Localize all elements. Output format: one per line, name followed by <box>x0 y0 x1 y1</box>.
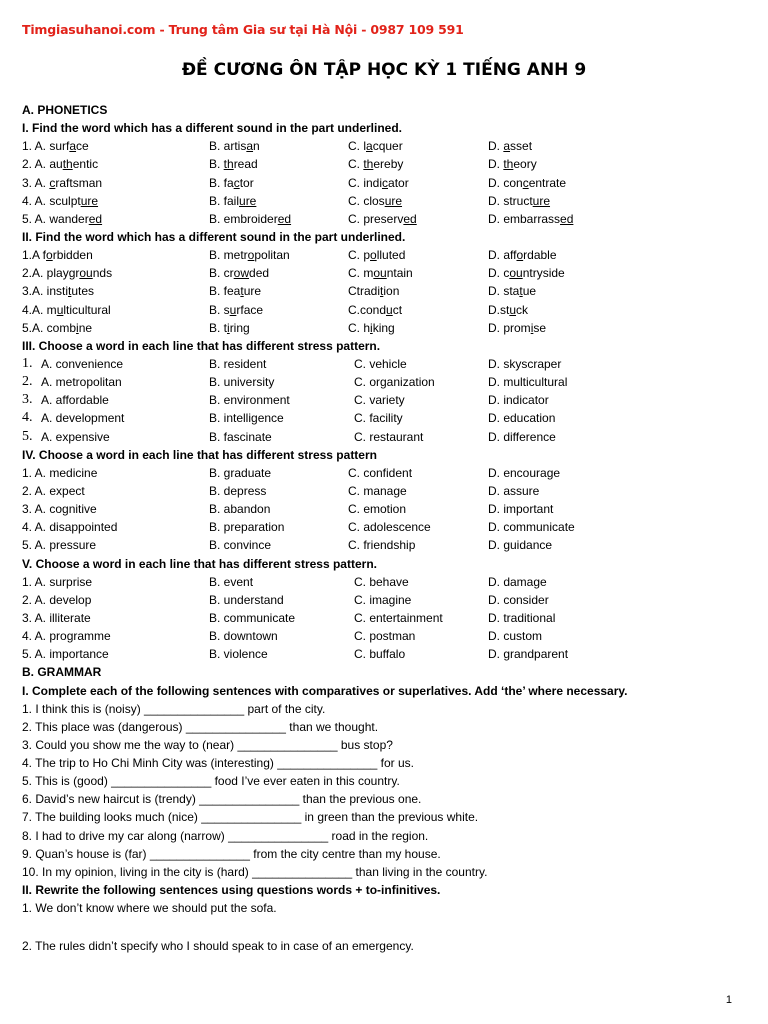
exercise-row <box>22 464 752 482</box>
exercise-sentence: 5. This is (good) _______________ food I’ve ever eaten in this country. <box>22 774 400 789</box>
page-title: ĐỀ CƯƠNG ÔN TẬP HỌC KỲ 1 TIẾNG ANH 9 <box>181 60 587 80</box>
answer-option: 2. A. expect <box>22 483 85 498</box>
answer-option: B. university <box>209 375 275 390</box>
exercise-row <box>22 409 752 427</box>
answer-option: B. abandon <box>209 502 271 517</box>
exercise-sentence: 10. In my opinion, living in the city is (hard) _______________ than living in the country. <box>22 864 488 879</box>
answer-option: 5.A. combine <box>22 320 93 335</box>
answer-option: C. facility <box>354 411 403 426</box>
answer-option: B. crowded <box>209 266 270 281</box>
answer-option: 5. A. wandered <box>22 211 103 226</box>
answer-option: D. education <box>488 411 556 426</box>
section-heading: II. Find the word which has a different sound in the part underlined. <box>22 229 406 244</box>
exercise-row <box>22 518 752 536</box>
exercise-row <box>22 645 752 663</box>
exercise-row <box>22 264 752 282</box>
item-number: 5. <box>22 428 33 444</box>
section-heading: I. Complete each of the following sentences with comparatives or superlatives. Add ‘the’ where necessary. <box>22 683 628 698</box>
answer-option: 5. A. pressure <box>22 538 97 553</box>
exercise-row <box>22 210 752 228</box>
answer-option: C. entertainment <box>354 610 443 625</box>
answer-option: C. variety <box>354 393 405 408</box>
answer-option: B. thread <box>209 157 258 172</box>
answer-option: 2. A. authentic <box>22 157 99 172</box>
answer-option: C. adolescence <box>348 520 431 535</box>
exercise-sentence: 1. We don’t know where we should put the sofa. <box>22 901 277 916</box>
answer-option: B. embroidered <box>209 211 292 226</box>
exercise-row <box>22 627 752 645</box>
answer-option: 1. A. surprise <box>22 574 93 589</box>
answer-option: C. postman <box>354 629 416 644</box>
answer-option: D. structure <box>488 193 551 208</box>
answer-option: C. lacquer <box>348 139 403 154</box>
answer-option: 3. A. craftsman <box>22 175 103 190</box>
answer-option: D. affordable <box>488 248 557 263</box>
answer-option: D. custom <box>488 629 543 644</box>
answer-option: A. expensive <box>41 429 110 444</box>
exercise-row <box>22 609 752 627</box>
answer-option: B. factor <box>209 175 254 190</box>
answer-option: D. encourage <box>488 465 561 480</box>
exercise-row <box>22 428 752 446</box>
answer-option: D. difference <box>488 429 556 444</box>
answer-option: B. communicate <box>209 610 296 625</box>
answer-option: D. important <box>488 502 554 517</box>
item-number: 3. <box>22 392 33 408</box>
answer-option: B. resident <box>209 356 267 371</box>
answer-option: B. downtown <box>209 629 278 644</box>
answer-option: B. artisan <box>209 139 260 154</box>
exercise-row <box>22 246 752 264</box>
answer-option: 3. A. cognitive <box>22 502 97 517</box>
exercise-row <box>22 301 752 319</box>
answer-option: B. violence <box>209 647 268 662</box>
answer-option: D. consider <box>488 592 549 607</box>
answer-option: C.conduct <box>348 302 403 317</box>
answer-option: C. imagine <box>354 592 412 607</box>
answer-option: 1. A. surface <box>22 139 89 154</box>
page-number: 1 <box>725 994 732 1006</box>
exercise-row <box>22 192 752 210</box>
answer-option: C. closure <box>348 193 403 208</box>
exercise-row <box>22 137 752 155</box>
answer-option: D. statue <box>488 284 537 299</box>
answer-option: C. indicator <box>348 175 409 190</box>
exercise-row <box>22 391 752 409</box>
answer-option: D. promise <box>488 320 547 335</box>
answer-option: B. convince <box>209 538 272 553</box>
answer-option: D. indicator <box>488 393 549 408</box>
item-number: 2. <box>22 374 33 390</box>
exercise-row <box>22 155 752 173</box>
answer-option: D. concentrate <box>488 175 567 190</box>
exercise-sentence: 4. The trip to Ho Chi Minh City was (interesting) _______________ for us. <box>22 756 414 771</box>
answer-option: 3. A. illiterate <box>22 610 91 625</box>
answer-option: B. environment <box>209 393 290 408</box>
item-number: 1. <box>22 355 33 371</box>
answer-option: C. behave <box>354 574 409 589</box>
answer-option: A. metropolitan <box>41 375 122 390</box>
answer-option: D. communicate <box>488 520 575 535</box>
exercise-sentence: 2. This place was (dangerous) _______________ than we thought. <box>22 719 379 734</box>
answer-option: C. emotion <box>348 502 407 517</box>
site-header: Timgiasuhanoi.com - Trung tâm Gia sư tại Hà Nội - 0987 109 591 <box>22 22 464 37</box>
answer-option: 5. A. importance <box>22 647 109 662</box>
answer-option: 4. A. disappointed <box>22 520 118 535</box>
section-heading: A. PHONETICS <box>22 103 108 117</box>
exercise-sentence: 8. I had to drive my car along (narrow) _______________ road in the region. <box>22 828 429 843</box>
answer-option: B. failure <box>209 193 257 208</box>
answer-option: B. graduate <box>209 465 272 480</box>
answer-option: B. metropolitan <box>209 248 290 263</box>
section-heading: B. GRAMMAR <box>22 665 102 680</box>
section-heading: III. Choose a word in each line that has different stress pattern. <box>22 338 381 353</box>
answer-option: B. depress <box>209 483 267 498</box>
item-number: 4. <box>22 410 33 426</box>
answer-option: A. affordable <box>41 393 109 408</box>
section-heading: IV. Choose a word in each line that has different stress pattern <box>22 447 377 462</box>
exercise-sentence: 3. Could you show me the way to (near) _______________ bus stop? <box>22 737 393 752</box>
answer-option: D. countryside <box>488 266 565 281</box>
blank-space <box>22 917 752 937</box>
answer-option: D. grandparent <box>488 647 569 662</box>
answer-option: C. buffalo <box>354 647 406 662</box>
exercise-row <box>22 373 752 391</box>
answer-option: B. surface <box>209 302 264 317</box>
exercise-sentence: 2. The rules didn’t specify who I should speak to in case of an emergency. <box>22 939 414 954</box>
answer-option: C. restaurant <box>354 429 424 444</box>
exercise-row <box>22 174 752 192</box>
answer-option: C. mountain <box>348 266 413 281</box>
answer-option: B. feature <box>209 284 262 299</box>
answer-option: C. organization <box>354 375 435 390</box>
answer-option: A. development <box>41 411 125 426</box>
answer-option: C. friendship <box>348 538 416 553</box>
exercise-sentence: 1. I think this is (noisy) _______________ part of the city. <box>22 701 326 716</box>
answer-option: C. manage <box>348 483 407 498</box>
answer-option: C. confident <box>348 465 413 480</box>
answer-option: C. thereby <box>348 157 404 172</box>
answer-option: 2. A. develop <box>22 592 92 607</box>
answer-option: D.stuck <box>488 302 529 317</box>
exercise-sentence: 6. David’s new haircut is (trendy) _______________ than the previous one. <box>22 792 422 807</box>
document-body <box>22 101 752 955</box>
answer-option: D. assure <box>488 483 540 498</box>
exercise-row <box>22 282 752 300</box>
answer-option: B. event <box>209 574 254 589</box>
answer-option: D. damage <box>488 574 547 589</box>
section-heading: I. Find the word which has a different sound in the part underlined. <box>22 121 403 136</box>
answer-option: C. preserved <box>348 211 417 226</box>
answer-option: D. asset <box>488 139 533 154</box>
exercise-row <box>22 500 752 518</box>
answer-option: C. polluted <box>348 248 406 263</box>
answer-option: D. multicultural <box>488 375 568 390</box>
exercise-row <box>22 319 752 337</box>
answer-option: C. vehicle <box>354 356 407 371</box>
answer-option: A. convenience <box>41 356 124 371</box>
answer-option: 1. A. medicine <box>22 465 98 480</box>
answer-option: 4.A. multicultural <box>22 302 111 317</box>
exercise-row <box>22 591 752 609</box>
answer-option: D. skyscraper <box>488 356 562 371</box>
section-heading: V. Choose a word in each line that has different stress pattern. <box>22 556 377 571</box>
answer-option: B. intelligence <box>209 411 284 426</box>
exercise-row <box>22 355 752 373</box>
answer-option: Ctradition <box>348 284 400 299</box>
exercise-row <box>22 482 752 500</box>
answer-option: D. traditional <box>488 610 556 625</box>
answer-option: B. understand <box>209 592 284 607</box>
answer-option: 2.A. playgrounds <box>22 266 113 281</box>
answer-option: D. guidance <box>488 538 553 553</box>
answer-option: 3.A. institutes <box>22 284 95 299</box>
exercise-row <box>22 573 752 591</box>
answer-option: D. theory <box>488 157 537 172</box>
answer-option: 4. A. programme <box>22 629 111 644</box>
answer-option: B. fascinate <box>209 429 272 444</box>
answer-option: B. preparation <box>209 520 285 535</box>
section-heading: II. Rewrite the following sentences using questions words + to-infinitives. <box>22 883 441 898</box>
answer-option: D. embarrassed <box>488 211 574 226</box>
answer-option: B. tiring <box>209 320 250 335</box>
answer-option: 1.A forbidden <box>22 248 93 263</box>
answer-option: 4. A. sculpture <box>22 193 99 208</box>
answer-option: C. hiking <box>348 320 395 335</box>
exercise-sentence: 9. Quan’s house is (far) _______________ from the city centre than my house. <box>22 846 441 861</box>
exercise-sentence: 7. The building looks much (nice) _______________ in green than the previous white. <box>22 810 479 825</box>
exercise-row <box>22 536 752 554</box>
